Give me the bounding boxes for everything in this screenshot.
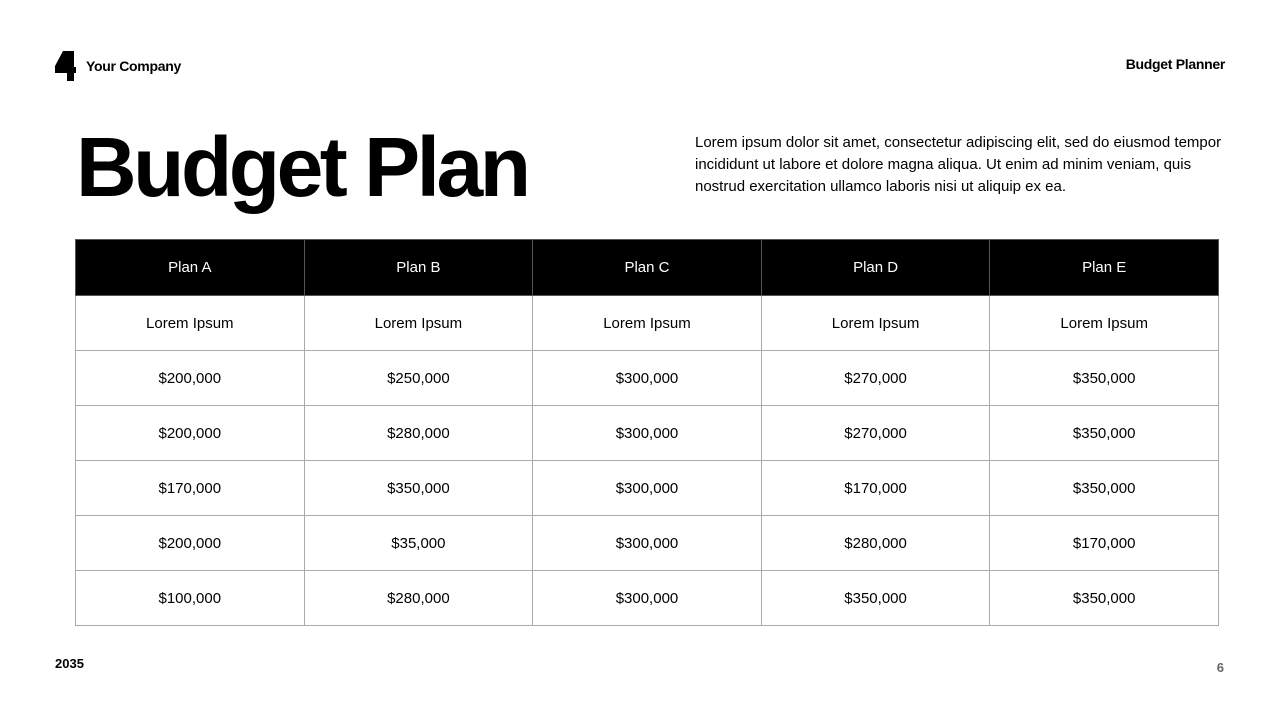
table-row <box>76 406 1219 461</box>
table-cell: $270,000 <box>761 351 990 406</box>
table-cell: $280,000 <box>304 406 533 461</box>
header-plan-d: Plan D <box>761 240 990 296</box>
table-cell: $170,000 <box>761 461 990 516</box>
table-cell: $300,000 <box>533 516 762 571</box>
header-plan-a: Plan A <box>76 240 305 296</box>
page-number: 6 <box>1216 660 1224 675</box>
table-cell: $300,000 <box>533 406 762 461</box>
table-cell: Lorem Ipsum <box>990 296 1219 351</box>
table-cell: $300,000 <box>533 461 762 516</box>
table-header-row <box>76 240 1219 296</box>
budget-table <box>75 239 1219 626</box>
table-row <box>76 296 1219 351</box>
table-cell: $170,000 <box>76 461 305 516</box>
table-cell: $100,000 <box>76 571 305 626</box>
company-logo <box>55 51 181 81</box>
table-cell: $350,000 <box>990 406 1219 461</box>
table-cell: $270,000 <box>761 406 990 461</box>
table-row <box>76 571 1219 626</box>
table-cell: $280,000 <box>761 516 990 571</box>
table-cell: $35,000 <box>304 516 533 571</box>
company-name: Your Company <box>86 58 181 74</box>
intro-paragraph: Lorem ipsum dolor sit amet, consectetur adipiscing elit, sed do eiusmod tempor incididunt ut labore et dolore magna aliqua. Ut enim ad minim veniam, quis nostrud exercitation ullamco laboris nisi ut aliquip ex ea. <box>695 134 1222 195</box>
table-cell: Lorem Ipsum <box>761 296 990 351</box>
header-plan-c: Plan C <box>533 240 762 296</box>
table-row <box>76 516 1219 571</box>
footer-year: 2035 <box>55 656 84 671</box>
table-cell: $200,000 <box>76 351 305 406</box>
header-plan-e: Plan E <box>990 240 1219 296</box>
table-cell: $300,000 <box>533 571 762 626</box>
table-cell: Lorem Ipsum <box>533 296 762 351</box>
table-cell: $280,000 <box>304 571 533 626</box>
table-cell: $200,000 <box>76 516 305 571</box>
document-label: Budget Planner <box>1125 56 1225 72</box>
logo-icon <box>55 51 77 81</box>
table-cell: $350,000 <box>990 461 1219 516</box>
page-title: Budget Plan <box>76 120 528 214</box>
table-cell: $350,000 <box>304 461 533 516</box>
table-cell: Lorem Ipsum <box>304 296 533 351</box>
header-plan-b: Plan B <box>304 240 533 296</box>
table-cell: $350,000 <box>761 571 990 626</box>
table-cell: $300,000 <box>533 351 762 406</box>
table-cell: Lorem Ipsum <box>76 296 305 351</box>
table-cell: $350,000 <box>990 351 1219 406</box>
table-cell: $170,000 <box>990 516 1219 571</box>
table-cell: $250,000 <box>304 351 533 406</box>
table-row <box>76 351 1219 406</box>
table-row <box>76 461 1219 516</box>
table-cell: $350,000 <box>990 571 1219 626</box>
table-cell: $200,000 <box>76 406 305 461</box>
